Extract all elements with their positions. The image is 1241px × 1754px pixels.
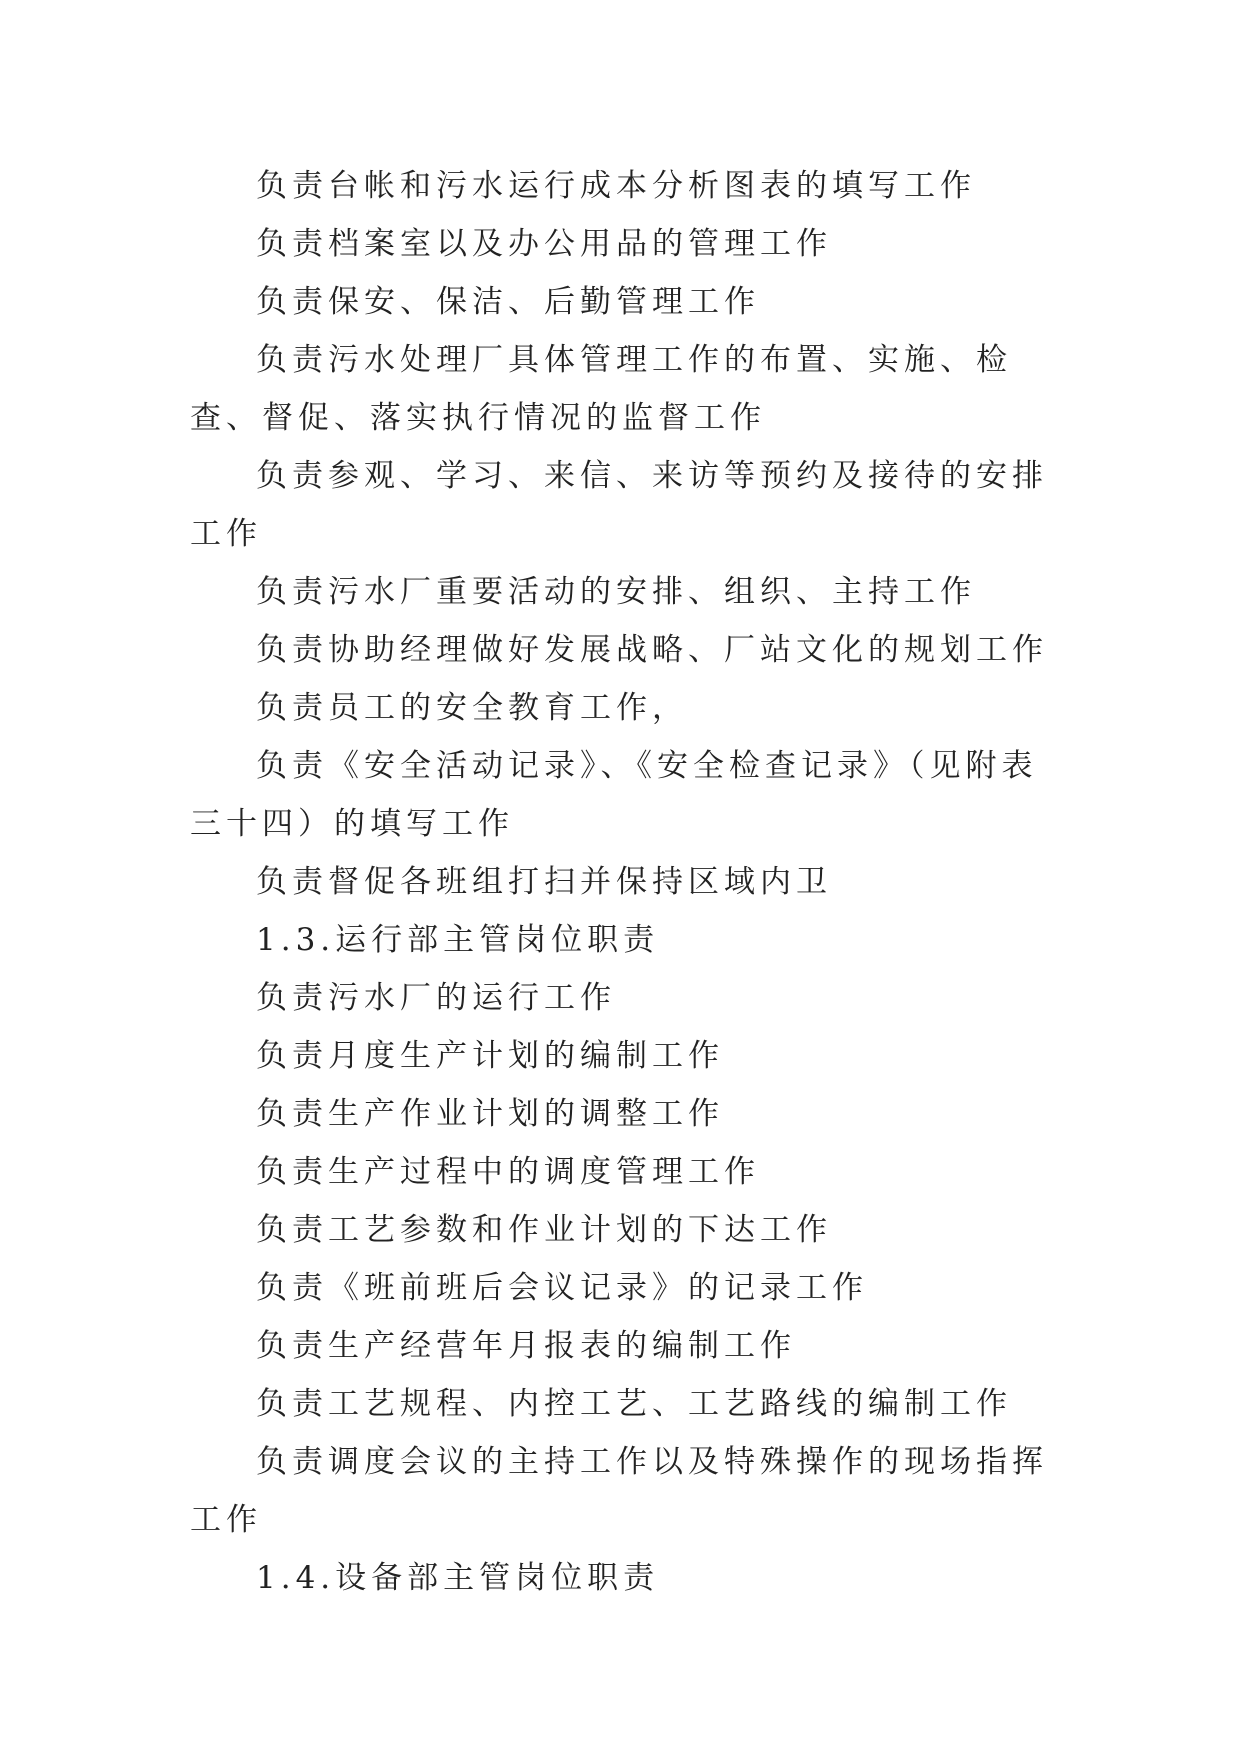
paragraph: 负责《班前班后会议记录》的记录工作 bbox=[256, 1270, 868, 1306]
paragraph: 负责污水处理厂具体管理工作的布置、实施、检查、督促、落实执行情况的监督工作 bbox=[190, 342, 1012, 436]
paragraph: 负责生产过程中的调度管理工作 bbox=[256, 1154, 760, 1190]
paragraph: 负责保安、保洁、后勤管理工作 bbox=[256, 284, 760, 320]
paragraph: 负责月度生产计划的编制工作 bbox=[256, 1038, 724, 1074]
document-body bbox=[190, 157, 1060, 1607]
paragraph: 负责《安全活动记录》、《安全检查记录》（见附表三十四）的填写工作 bbox=[190, 748, 1038, 842]
section-heading: 1.3.运行部主管岗位职责 bbox=[256, 922, 660, 958]
paragraph: 负责工艺规程、内控工艺、工艺路线的编制工作 bbox=[256, 1386, 1012, 1422]
paragraph: 负责调度会议的主持工作以及特殊操作的现场指挥工作 bbox=[190, 1444, 1048, 1538]
paragraph: 负责污水厂的运行工作 bbox=[256, 980, 616, 1016]
section-heading: 1.4.设备部主管岗位职责 bbox=[256, 1560, 660, 1596]
paragraph: 负责协助经理做好发展战略、厂站文化的规划工作 bbox=[256, 632, 1048, 668]
paragraph: 负责污水厂重要活动的安排、组织、主持工作 bbox=[256, 574, 976, 610]
paragraph: 负责员工的安全教育工作， bbox=[256, 690, 688, 726]
paragraph: 负责参观、学习、来信、来访等预约及接待的安排工作 bbox=[190, 458, 1048, 552]
paragraph: 负责督促各班组打扫并保持区域内卫 bbox=[256, 864, 832, 900]
paragraph: 负责生产经营年月报表的编制工作 bbox=[256, 1328, 796, 1364]
paragraph: 负责档案室以及办公用品的管理工作 bbox=[256, 226, 832, 262]
paragraph: 负责台帐和污水运行成本分析图表的填写工作 bbox=[256, 168, 976, 204]
paragraph: 负责生产作业计划的调整工作 bbox=[256, 1096, 724, 1132]
paragraph: 负责工艺参数和作业计划的下达工作 bbox=[256, 1212, 832, 1248]
